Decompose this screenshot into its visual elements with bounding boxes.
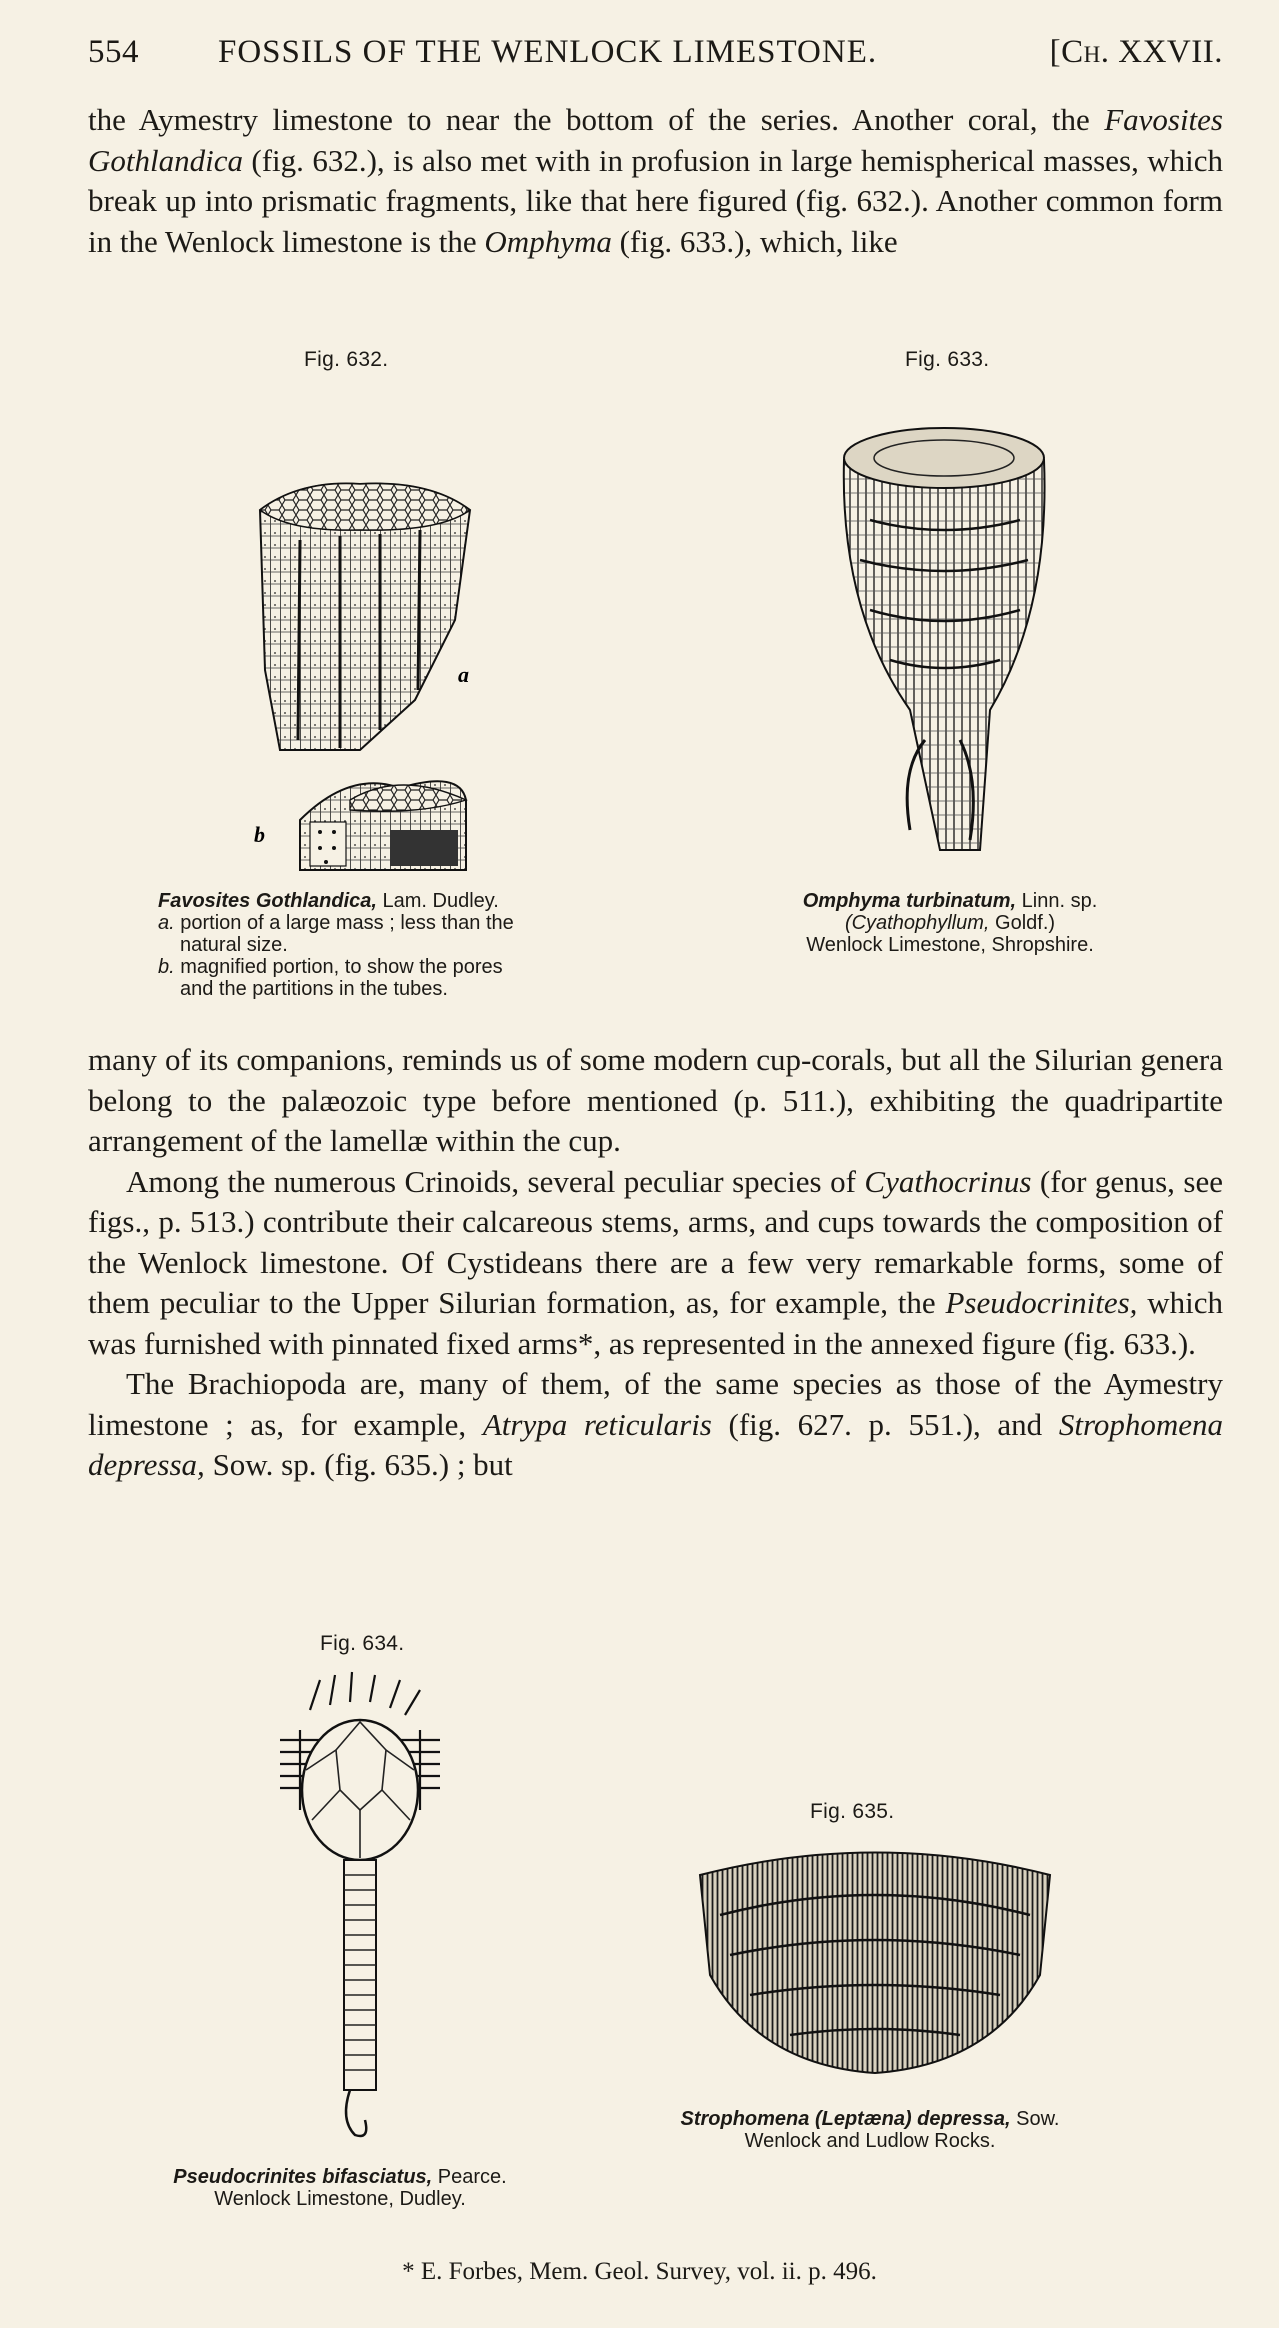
taxon-favosites: Favosites Gothlandica (88, 102, 1223, 178)
taxon-atrypa: Atrypa reticularis (482, 1406, 712, 1442)
fig-632-letter-b: b (254, 822, 265, 847)
taxon-omphyma: Omphyma (484, 223, 612, 259)
fig-633-illustration (830, 410, 1060, 860)
fig-632-label: Fig. 632. (304, 348, 389, 371)
footnote: * E. Forbes, Mem. Geol. Survey, vol. ii. p. 496. (402, 2258, 877, 2285)
fig-635-illustration (690, 1835, 1060, 2085)
taxon-pseudocrinites: Pseudocrinites, (945, 1285, 1138, 1320)
fig-635-label: Fig. 635. (810, 1800, 895, 1823)
fig-633-caption: Omphyma turbinatum, Linn. sp. (Cyathophyllum, Goldf.) Wenlock Limestone, Shropshire. (802, 890, 1098, 956)
fig-634-illustration (240, 1670, 480, 2160)
fig-632-letter-a: a (458, 662, 469, 687)
text-block-middle (88, 1040, 1223, 1486)
page-number: 554 (88, 34, 139, 70)
text-block-top (88, 100, 1223, 262)
fig-633-label: Fig. 633. (905, 348, 990, 371)
running-head (88, 34, 1223, 78)
chapter-ref: [Ch. XXVII. (1049, 34, 1223, 70)
fig-634-caption: Pseudocrinites bifasciatus, Pearce. Wenlock Limestone, Dudley. (173, 2166, 507, 2210)
taxon-cyathocrinus: Cyathocrinus (864, 1163, 1032, 1199)
paragraph-1: the Aymestry limestone to near the bottom of the series. Another coral, the Favosites Gothlandica (fig. 632.), is also met with in profusion in large hemispherical masses, which break up into prismatic fragments, like that here figured (fig. 632.). Another common form in the Wenlock limestone is the Omphyma (fig. 633.), which, like (88, 102, 1223, 259)
paragraph-2: many of its companions, reminds us of some modern cup-corals, but all the Silurian genera belong to the palæozoic type before mentioned (p. 511.), exhibiting the quadripartite arrangement of the lamellæ within the cup. (88, 1042, 1223, 1158)
fig-635-caption: Strophomena (Leptæna) depressa, Sow. Wenlock and Ludlow Rocks. (680, 2108, 1060, 2152)
fig-632-caption: Favosites Gothlandica, Lam. Dudley. a. portion of a large mass ; less than the natural size. b. magnified portion, to show the pores and the partitions in the tubes. (158, 890, 514, 1000)
taxon-strophomena: Strophomena depressa, (88, 1406, 1224, 1482)
running-title: FOSSILS OF THE WENLOCK LIMESTONE. (218, 34, 878, 70)
fig-634-label: Fig. 634. (320, 1632, 405, 1655)
paragraph-4: The Brachiopoda are, many of them, of the same species as those of the Aymestry limestone ; as, for example, Atrypa reticularis (fig. 627. p. 551.), and Strophomena depressa, Sow. sp. (fig. 635.) ; but (88, 1366, 1224, 1482)
fig-632-illustration (240, 470, 480, 890)
paragraph-3: Among the numerous Crinoids, several peculiar species of Cyathocrinus (for genus, see figs., p. 513.) contribute their calcareous stems, arms, and cups towards the composition of the Wenlock limestone. Of Cystideans there are a few very remarkable forms, some of them peculiar to the Upper Silurian formation, as, for example, the Pseudocrinites, which was furnished with pinnated fixed arms*, as represented in the annexed figure (fig. 633.). (88, 1163, 1223, 1361)
